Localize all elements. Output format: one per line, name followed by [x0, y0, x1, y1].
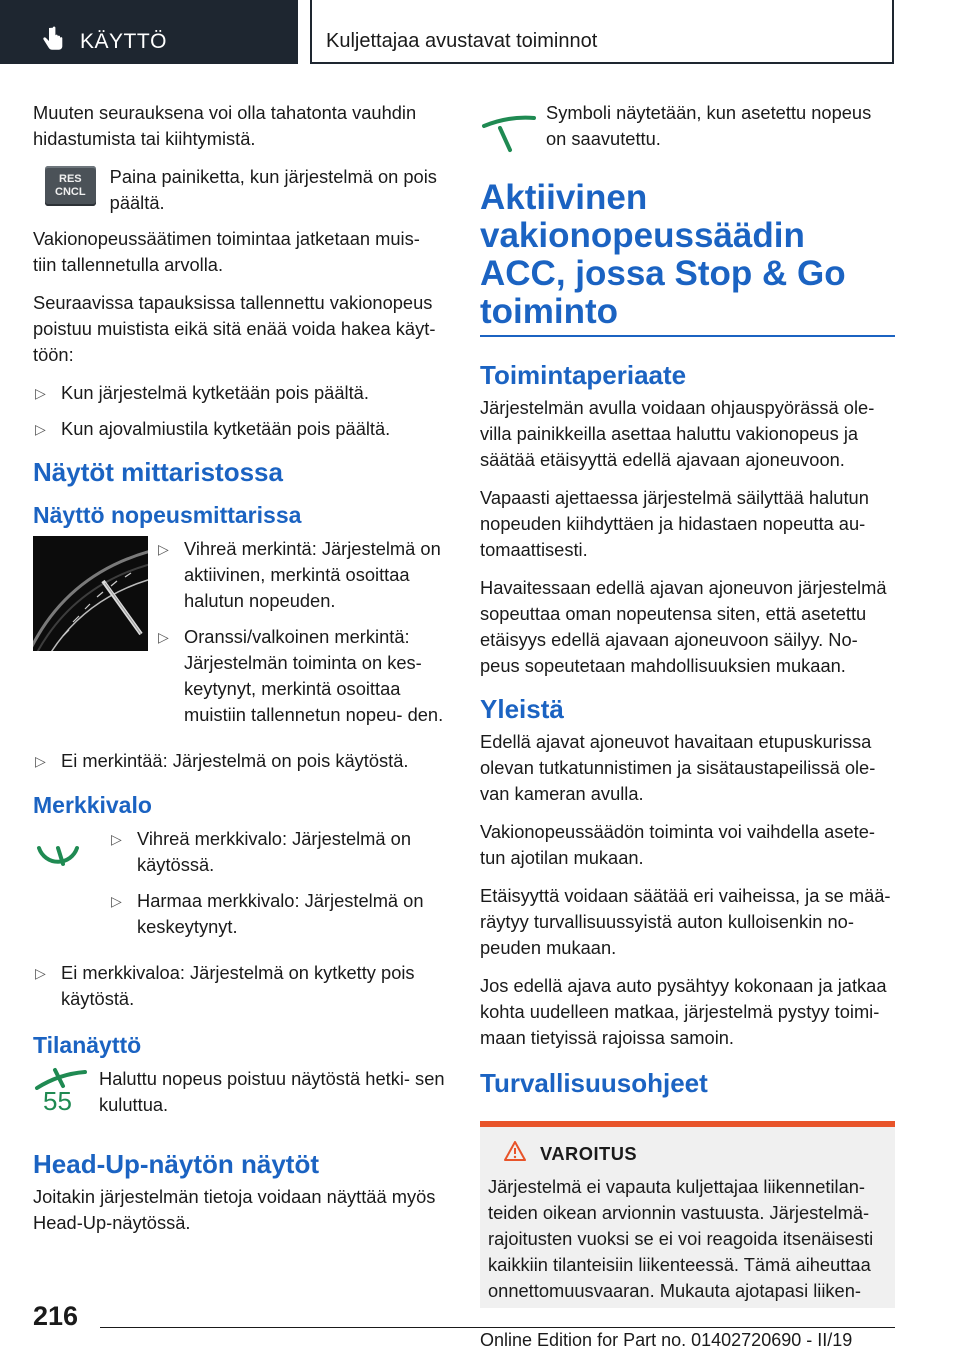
- paragraph: Edellä ajavat ajoneuvot havaitaan etupuskurissa olevan tutkatunnistimen ja sisätaustapeilissä ole- van kameran avulla.: [480, 731, 876, 804]
- paragraph: Muuten seurauksena voi olla tahatonta vauhdin hidastumista tai kiihtymistä.: [33, 102, 417, 149]
- triangle-bullet-icon: ▷: [158, 541, 169, 557]
- list-item: ▷ Harmaa merkkivalo: Järjestelmä on keskeytynyt.: [111, 890, 424, 937]
- bullet-list: [156, 536, 448, 738]
- footer-divider: [100, 1327, 895, 1328]
- acc-indicator-lamp-icon: [33, 826, 99, 881]
- triangle-bullet-icon: ▷: [35, 753, 46, 769]
- list-item: ▷ Kun järjestelmä kytketään pois päältä.: [33, 380, 448, 406]
- paragraph: Vapaasti ajettaessa järjestelmä säilyttää halutun nopeuden kiihdyttäen ja hidastaen nopeutta au- tomaattisesti.: [480, 487, 869, 560]
- paragraph: Joitakin järjestelmän tietoja voidaan näyttää myös Head-Up-näytössä.: [33, 1186, 436, 1233]
- heading-hud: Head-Up-näytön näytöt: [33, 1149, 319, 1179]
- warning-text: Järjestelmä ei vapauta kuljettajaa liikennetilan- teiden oikean arvionnin vastuusta. Järjestelmä- rajoitusten vuoksi se ei voi reagoida itsenäisesti kaikkiin tilanteisiin liikenteessä. Tämä aiheuttaa onnettomuusvaaran. Mukauta ajotapasi liiken-: [488, 1176, 874, 1301]
- list-item: ▷ Vihreä merkkivalo: Järjestelmä on käytössä.: [111, 828, 411, 875]
- set-speed-value: 55: [43, 1086, 72, 1116]
- res-cncl-row: [33, 164, 448, 216]
- heading-nopeusmittari: Näyttö nopeusmittarissa: [33, 502, 302, 528]
- list-item: ▷ Oranssi/valkoinen merkintä: Järjestelmän toiminta on kes- keytynyt, merkintä osoittaa muistiin tallennetun nopeu- den.: [158, 626, 444, 725]
- left-column: [33, 100, 448, 1248]
- warning-title-row: [504, 1141, 887, 1166]
- bullet-list: [33, 748, 448, 774]
- paragraph: Järjestelmän avulla voidaan ohjauspyörässä ole- villa painikkeilla asettaa haluttu vakionopeus ja säätää etäisyyttä edellä ajavaan ajoneuvoon.: [480, 397, 875, 470]
- chapter-tab: [0, 0, 298, 64]
- chapter-title: KÄYTTÖ: [80, 30, 168, 53]
- triangle-bullet-icon: ▷: [111, 893, 122, 909]
- triangle-bullet-icon: ▷: [35, 385, 46, 401]
- heading-toimintaperiaate: Toimintaperiaate: [480, 360, 687, 390]
- heading-merkkivalo: Merkkivalo: [33, 792, 152, 818]
- paragraph: Vakionopeussäätimen toimintaa jatketaan muis- tiin tallennetulla arvolla.: [33, 228, 420, 275]
- heading-yleista: Yleistä: [480, 694, 564, 724]
- paragraph: Seuraavissa tapauksissa tallennettu vakionopeus poistuu muistista eikä sitä enää voida hakea käyt- töön:: [33, 292, 436, 365]
- heading-acc-stop-go: Aktiivinen vakionopeussäädin ACC, jossa Stop & Go toiminto: [480, 179, 895, 337]
- bullet-list: [33, 960, 448, 1012]
- hand-pointer-icon: [40, 26, 66, 57]
- speed-reached-row: [480, 100, 895, 159]
- paragraph: Havaitessaan edellä ajavan ajoneuvon järjestelmä sopeuttaa oman nopeutensa siten, että asetettu etäisyys edellä ajavaan ajoneuvoon säilyy. No- peus sopeutetaan mahdollisuuksien mukaan.: [480, 577, 887, 676]
- warning-title: VAROITUS: [540, 1142, 638, 1164]
- heading-turvallisuusohjeet: Turvallisuusohjeet: [480, 1068, 708, 1098]
- status-display-row: [33, 1066, 448, 1122]
- right-column: [480, 100, 895, 1308]
- speedometer-row: [33, 536, 448, 738]
- triangle-bullet-icon: ▷: [158, 629, 169, 645]
- warning-box: [480, 1121, 895, 1308]
- triangle-bullet-icon: ▷: [111, 831, 122, 847]
- indicator-lamp-row: [33, 826, 448, 950]
- section-header: [310, 0, 894, 64]
- heading-tilanaytto: Tilanäyttö: [33, 1032, 142, 1058]
- paragraph: Etäisyyttä voidaan säätää eri vaiheissa, ja se mää- räytyy turvallisuussyistä auton kulloisenkin no- peuden mukaan.: [480, 885, 891, 958]
- paragraph: Vakionopeussäädön toiminta voi vaihdella asete- tun ajotilan mukaan.: [480, 821, 875, 868]
- paragraph: Symboli näytetään, kun asetettu nopeus on saavutettu.: [546, 102, 872, 149]
- speedometer-image: [33, 536, 148, 656]
- list-item: ▷ Vihreä merkintä: Järjestelmä on aktiivinen, merkintä osoittaa halutun nopeuden.: [158, 538, 441, 611]
- edition-note: Online Edition for Part no. 01402720690 - II/19: [480, 1330, 853, 1350]
- warning-triangle-icon: [504, 1141, 526, 1166]
- paragraph: Paina painiketta, kun järjestelmä on pois päältä.: [109, 166, 437, 213]
- triangle-bullet-icon: ▷: [35, 965, 46, 981]
- set-speed-status-icon: [33, 1066, 89, 1122]
- paragraph: Jos edellä ajava auto pysähtyy kokonaan ja jatkaa kohta uudelleen matkaa, järjestelmä pystyy toimi- maan tietyissä rajoissa samoin.: [480, 975, 887, 1048]
- bullet-list: [33, 380, 448, 442]
- list-item: ▷ Ei merkkivaloa: Järjestelmä on kytketty pois käytöstä.: [35, 962, 415, 1009]
- heading-mittaristo: Näytöt mittaristossa: [33, 457, 283, 487]
- page-number: 216: [33, 1301, 79, 1331]
- bullet-list: [109, 826, 448, 950]
- section-title: Kuljettajaa avustavat toiminnot: [326, 30, 598, 52]
- triangle-bullet-icon: ▷: [35, 421, 46, 437]
- speed-reached-symbol-icon: [480, 100, 536, 159]
- paragraph: Haluttu nopeus poistuu näytöstä hetki- sen kuluttua.: [99, 1068, 445, 1115]
- res-cncl-button-icon: RES CNCL: [45, 166, 96, 206]
- list-item: ▷ Kun ajovalmiustila kytketään pois päältä.: [33, 416, 448, 442]
- list-item: ▷ Ei merkintää: Järjestelmä on pois käytöstä.: [33, 748, 448, 774]
